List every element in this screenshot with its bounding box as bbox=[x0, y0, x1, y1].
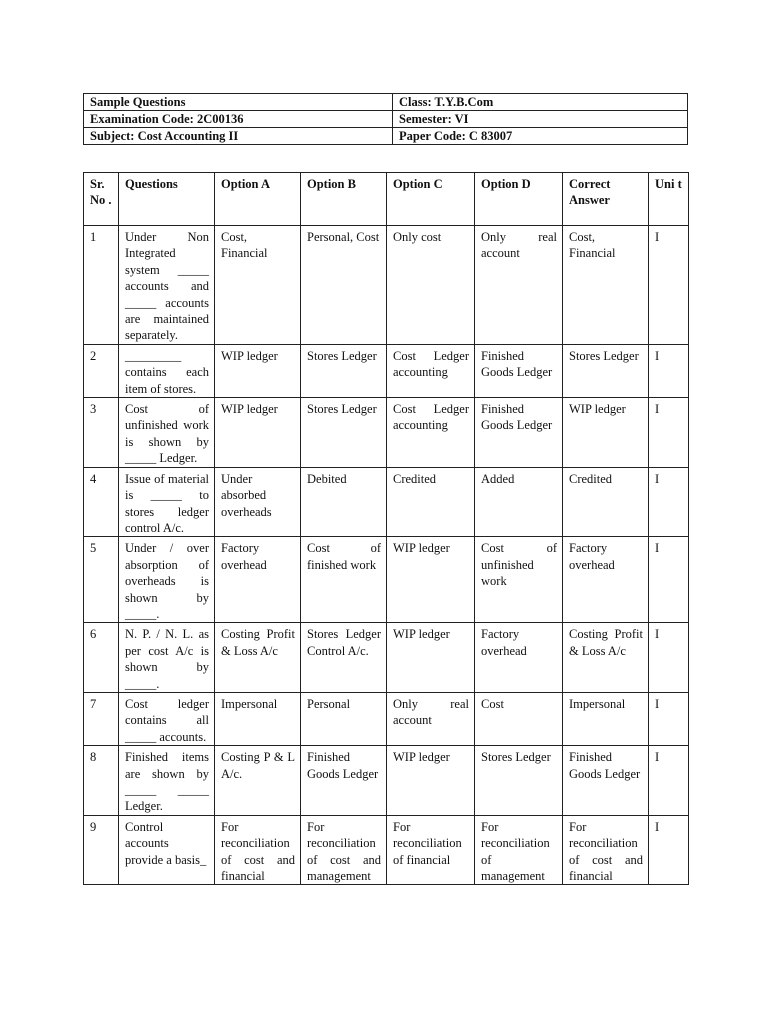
sr-no-cell: 2 bbox=[84, 344, 119, 397]
sr-no-cell: 1 bbox=[84, 226, 119, 345]
unit-cell: I bbox=[649, 344, 689, 397]
option-b-cell: Stores Ledger bbox=[301, 398, 387, 468]
exam-code-label: Examination Code: 2C00136 bbox=[84, 111, 393, 128]
option-c-cell: Only real account bbox=[387, 692, 475, 745]
option-d-cell: Finished Goods Ledger bbox=[475, 398, 563, 468]
option-c-cell: Only cost bbox=[387, 226, 475, 345]
sr-no-cell: 3 bbox=[84, 398, 119, 468]
option-b-cell: For reconciliation of cost and management bbox=[301, 815, 387, 885]
question-cell: Under Non Integrated system _____ accounts and _____ accounts are maintained separately. bbox=[119, 226, 215, 345]
subject-label: Subject: Cost Accounting II bbox=[84, 128, 393, 145]
option-b-cell: Stores Ledger Control A/c. bbox=[301, 623, 387, 693]
option-a-cell: Under absorbed overheads bbox=[215, 467, 301, 537]
correct-answer-cell: Stores Ledger bbox=[563, 344, 649, 397]
col-unit: Uni t bbox=[649, 173, 689, 226]
option-d-cell: Added bbox=[475, 467, 563, 537]
option-b-cell: Personal bbox=[301, 692, 387, 745]
question-cell: Cost ledger contains all _____ accounts. bbox=[119, 692, 215, 745]
unit-cell: I bbox=[649, 467, 689, 537]
option-d-cell: Cost of unfinished work bbox=[475, 537, 563, 623]
correct-answer-cell: Cost, Financial bbox=[563, 226, 649, 345]
sr-no-cell: 6 bbox=[84, 623, 119, 693]
option-d-cell: Factory overhead bbox=[475, 623, 563, 693]
option-c-cell: For reconciliation of financial bbox=[387, 815, 475, 885]
option-c-cell: Cost Ledger accounting bbox=[387, 344, 475, 397]
question-cell: Issue of material is _____ to stores ledger control A/c. bbox=[119, 467, 215, 537]
paper-code-label: Paper Code: C 83007 bbox=[393, 128, 688, 145]
sr-no-cell: 7 bbox=[84, 692, 119, 745]
table-row bbox=[84, 746, 689, 816]
option-c-cell: WIP ledger bbox=[387, 746, 475, 816]
col-option-b: Option B bbox=[301, 173, 387, 226]
question-cell: N. P. / N. L. as per cost A/c is shown by _____. bbox=[119, 623, 215, 693]
sr-no-cell: 4 bbox=[84, 467, 119, 537]
correct-answer-cell: Costing Profit & Loss A/c bbox=[563, 623, 649, 693]
correct-answer-cell: Impersonal bbox=[563, 692, 649, 745]
option-c-cell: WIP ledger bbox=[387, 537, 475, 623]
option-a-cell: WIP ledger bbox=[215, 344, 301, 397]
option-b-cell: Debited bbox=[301, 467, 387, 537]
table-row bbox=[84, 398, 689, 468]
unit-cell: I bbox=[649, 226, 689, 345]
unit-cell: I bbox=[649, 398, 689, 468]
unit-cell: I bbox=[649, 623, 689, 693]
unit-cell: I bbox=[649, 815, 689, 885]
option-a-cell: Factory overhead bbox=[215, 537, 301, 623]
table-row bbox=[84, 537, 689, 623]
correct-answer-cell: For reconciliation of cost and financial bbox=[563, 815, 649, 885]
option-c-cell: Cost Ledger accounting bbox=[387, 398, 475, 468]
class-label: Class: T.Y.B.Com bbox=[393, 94, 688, 111]
unit-cell: I bbox=[649, 537, 689, 623]
option-d-cell: Stores Ledger bbox=[475, 746, 563, 816]
correct-answer-cell: Credited bbox=[563, 467, 649, 537]
table-header-row bbox=[84, 173, 689, 226]
option-c-cell: Credited bbox=[387, 467, 475, 537]
col-option-d: Option D bbox=[475, 173, 563, 226]
option-d-cell: Finished Goods Ledger bbox=[475, 344, 563, 397]
option-a-cell: Costing P & L A/c. bbox=[215, 746, 301, 816]
table-row bbox=[84, 344, 689, 397]
unit-cell: I bbox=[649, 692, 689, 745]
sr-no-cell: 8 bbox=[84, 746, 119, 816]
option-a-cell: Costing Profit & Loss A/c bbox=[215, 623, 301, 693]
correct-answer-cell: WIP ledger bbox=[563, 398, 649, 468]
sr-no-cell: 9 bbox=[84, 815, 119, 885]
option-c-cell: WIP ledger bbox=[387, 623, 475, 693]
semester-label: Semester: VI bbox=[393, 111, 688, 128]
col-option-a: Option A bbox=[215, 173, 301, 226]
question-cell: Under / over absorption of overheads is shown by _____. bbox=[119, 537, 215, 623]
col-sr-no: Sr. No . bbox=[84, 173, 119, 226]
table-row bbox=[84, 623, 689, 693]
exam-header-box bbox=[83, 93, 688, 145]
option-b-cell: Cost of finished work bbox=[301, 537, 387, 623]
option-d-cell: Cost bbox=[475, 692, 563, 745]
sr-no-cell: 5 bbox=[84, 537, 119, 623]
table-row bbox=[84, 692, 689, 745]
table-row bbox=[84, 467, 689, 537]
option-a-cell: Impersonal bbox=[215, 692, 301, 745]
table-row bbox=[84, 226, 689, 345]
option-a-cell: WIP ledger bbox=[215, 398, 301, 468]
table-row bbox=[84, 815, 689, 885]
question-cell: Cost of unfinished work is shown by _____ Ledger. bbox=[119, 398, 215, 468]
option-a-cell: For reconciliation of cost and financial bbox=[215, 815, 301, 885]
option-d-cell: Only real account bbox=[475, 226, 563, 345]
option-b-cell: Stores Ledger bbox=[301, 344, 387, 397]
question-cell: Control accounts provide a basis_ bbox=[119, 815, 215, 885]
question-cell: Finished items are shown by _____ _____ Ledger. bbox=[119, 746, 215, 816]
col-correct-answer: Correct Answer bbox=[563, 173, 649, 226]
question-cell: _________ contains each item of stores. bbox=[119, 344, 215, 397]
col-option-c: Option C bbox=[387, 173, 475, 226]
unit-cell: I bbox=[649, 746, 689, 816]
correct-answer-cell: Finished Goods Ledger bbox=[563, 746, 649, 816]
option-d-cell: For reconciliation of management bbox=[475, 815, 563, 885]
sample-questions-label: Sample Questions bbox=[84, 94, 393, 111]
col-questions: Questions bbox=[119, 173, 215, 226]
correct-answer-cell: Factory overhead bbox=[563, 537, 649, 623]
option-b-cell: Personal, Cost bbox=[301, 226, 387, 345]
questions-table bbox=[83, 172, 689, 885]
option-b-cell: Finished Goods Ledger bbox=[301, 746, 387, 816]
option-a-cell: Cost, Financial bbox=[215, 226, 301, 345]
